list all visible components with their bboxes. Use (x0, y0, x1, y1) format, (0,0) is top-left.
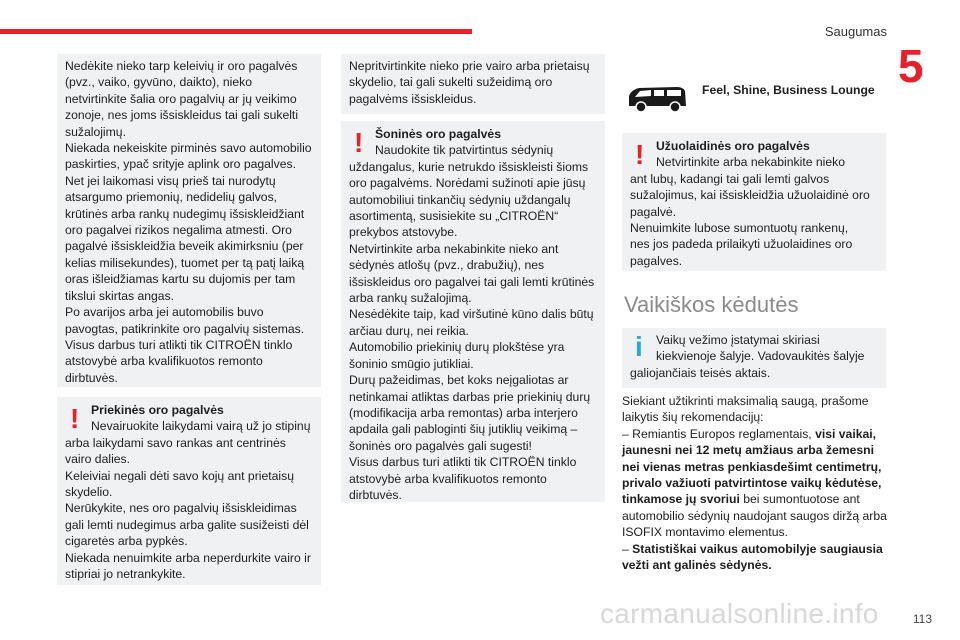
chapter-number: 5 (898, 40, 924, 92)
curtain-airbags-warning-box: ! Užuolaidinės oro pagalvės Netvirtinkite arba nekabinkite nieko ant lubų, kadangi tai gali lemti galvos sužalojimus, kai išsiskleidžia užuolaidinė oro pagalvė. Nenuimkite lubose sumontuotų rankenų, nes jos padeda prilaikyti užuolaidines oro pagalves. (622, 133, 886, 271)
warning-icon: ! (635, 139, 645, 170)
section-title: Saugumas (824, 24, 887, 39)
top-accent-bar (0, 29, 472, 34)
vehicle-versions-label: Feel, Shine, Business Lounge (702, 83, 875, 97)
paragraph: Nedėkite nieko tarp keleivių ir oro pagalvės (pvz., vaiko, gyvūno, daikto), nieko netvirtinkite šalia oro pagalvių ar jų veikimo zonoje, nes joms išsiskleidus tai gali sukelti sužalojimų. Niekada nekeiskite pirminės savo automobilio paskirties, ypač srityje aplink oro pagalves. Net jei laikomasi visų prieš tai nurodytų atsargumo priemonių, nedidelių galvos, krūtinės arba rankų nudegimų išsiskleidžiant oro pagalvei rizikos negalima atmesti. Oro pagalvė išsiskleidžia beveik akimirksniu (per kelias milisekundes), tuomet per tą patį laiką oras išleidžiamas kartu su dujomis per tam tikslui skirtas angas. Po avarijos arba jei automobilis buvo pavogtas, patikrinkite oro pagalvių sistemas. Visus darbus turi atlikti tik CITROËN tinklo atstovybė arba kvalifikuotos remonto dirbtuvės. (65, 59, 312, 385)
van-icon (625, 82, 689, 114)
watermark: carmanualsonline.info (600, 598, 879, 629)
airbag-general-warning-box (57, 54, 321, 387)
front-airbags-warning-box: ! Priekinės oro pagalvės Nevairuokite laikydami vairą už jo stipinų arba laikydami savo rankas ant centrinės vairo dalies. Keleiviai negali dėti savo kojų ant prietaisų skydelio. Nerūkykite, nes oro pagalvių išsiskleidimas gali lemti nudegimus arba galite susižeisti dėl cigaretės arba pypkės. Niekada nenuimkite arba neperdurkite vairo ir stipriai jo netrankykite. (57, 397, 321, 585)
warning-title: Šoninės oro pagalvės (375, 127, 501, 141)
warning-icon: ! (70, 403, 80, 434)
dashboard-warning-box: Nepritvirtinkite nieko prie vairo arba prietaisų skydelio, tai gali sukelti sužeidimą oro pagalvėms išsiskleidus. (341, 54, 605, 114)
child-seat-recommendations: Siekiant užtikrinti maksimalią saugą, prašome laikytis šių rekomendacijų: – Remiantis Europos reglamentais, visi vaikai, jaunesni nei 12 metų amžiaus arba žemesni nei vienas metras penkiasdešimt centimetrų, privalo važiuoti patvirtintose vaikų kėdutėse, tinkamose jų svoriui bei sumontuotose ant automobilio sėdynių naudojant saugos diržą arba ISOFIX montavimo elementus. – Statistiškai vaikus automobilyje saugiausia vežti ant galinės sėdynės. (622, 394, 887, 573)
side-airbags-warning-box: ! Šoninės oro pagalvės Naudokite tik patvirtintus sėdynių uždangalus, kurie netrukdo išsiskleisti šioms oro pagalvėms. Norėdami sužinoti apie jūsų automobiliui tinkančių sėdynių uždangalų asortimentą, susisiekite su „CITROËN“ prekybos atstovybe. Netvirtinkite arba nekabinkite nieko ant sėdynės atlošų (pvz., drabužių), nes išsiskleidus oro pagalvei tai gali lemti krūtinės arba rankų sužalojimą. Nesėdėkite taip, kad viršutinė kūno dalis būtų arčiau durų, nei reikia. Automobilio priekinių durų plokštėse yra šoninio smūgio jutikliai. Durų pažeidimas, bet koks neįgaliotas ar netinkamai atliktas darbas prie priekinių durų (modifikacija arba remontas) arba interjero apdaila gali pabloginti šių jutiklių veikimą – šoninės oro pagalvės gali sugesti! Visus darbus turi atlikti tik CITROËN tinklo atstovybė arba kvalifikuotos remonto dirbtuvės. (341, 121, 605, 502)
info-icon: i (635, 331, 643, 362)
child-transport-info-box: i Vaikų vežimo įstatymai skiriasi kiekvienoje šalyje. Vadovaukitės šalyje galiojančiais teisės aktais. (622, 328, 886, 388)
warning-title: Priekinės oro pagalvės (91, 403, 224, 417)
warning-icon: ! (354, 127, 364, 158)
warning-title: Užuolaidinės oro pagalvės (656, 139, 810, 153)
section-heading: Vaikiškos kėdutės (624, 292, 799, 317)
page-number: 113 (912, 612, 932, 626)
